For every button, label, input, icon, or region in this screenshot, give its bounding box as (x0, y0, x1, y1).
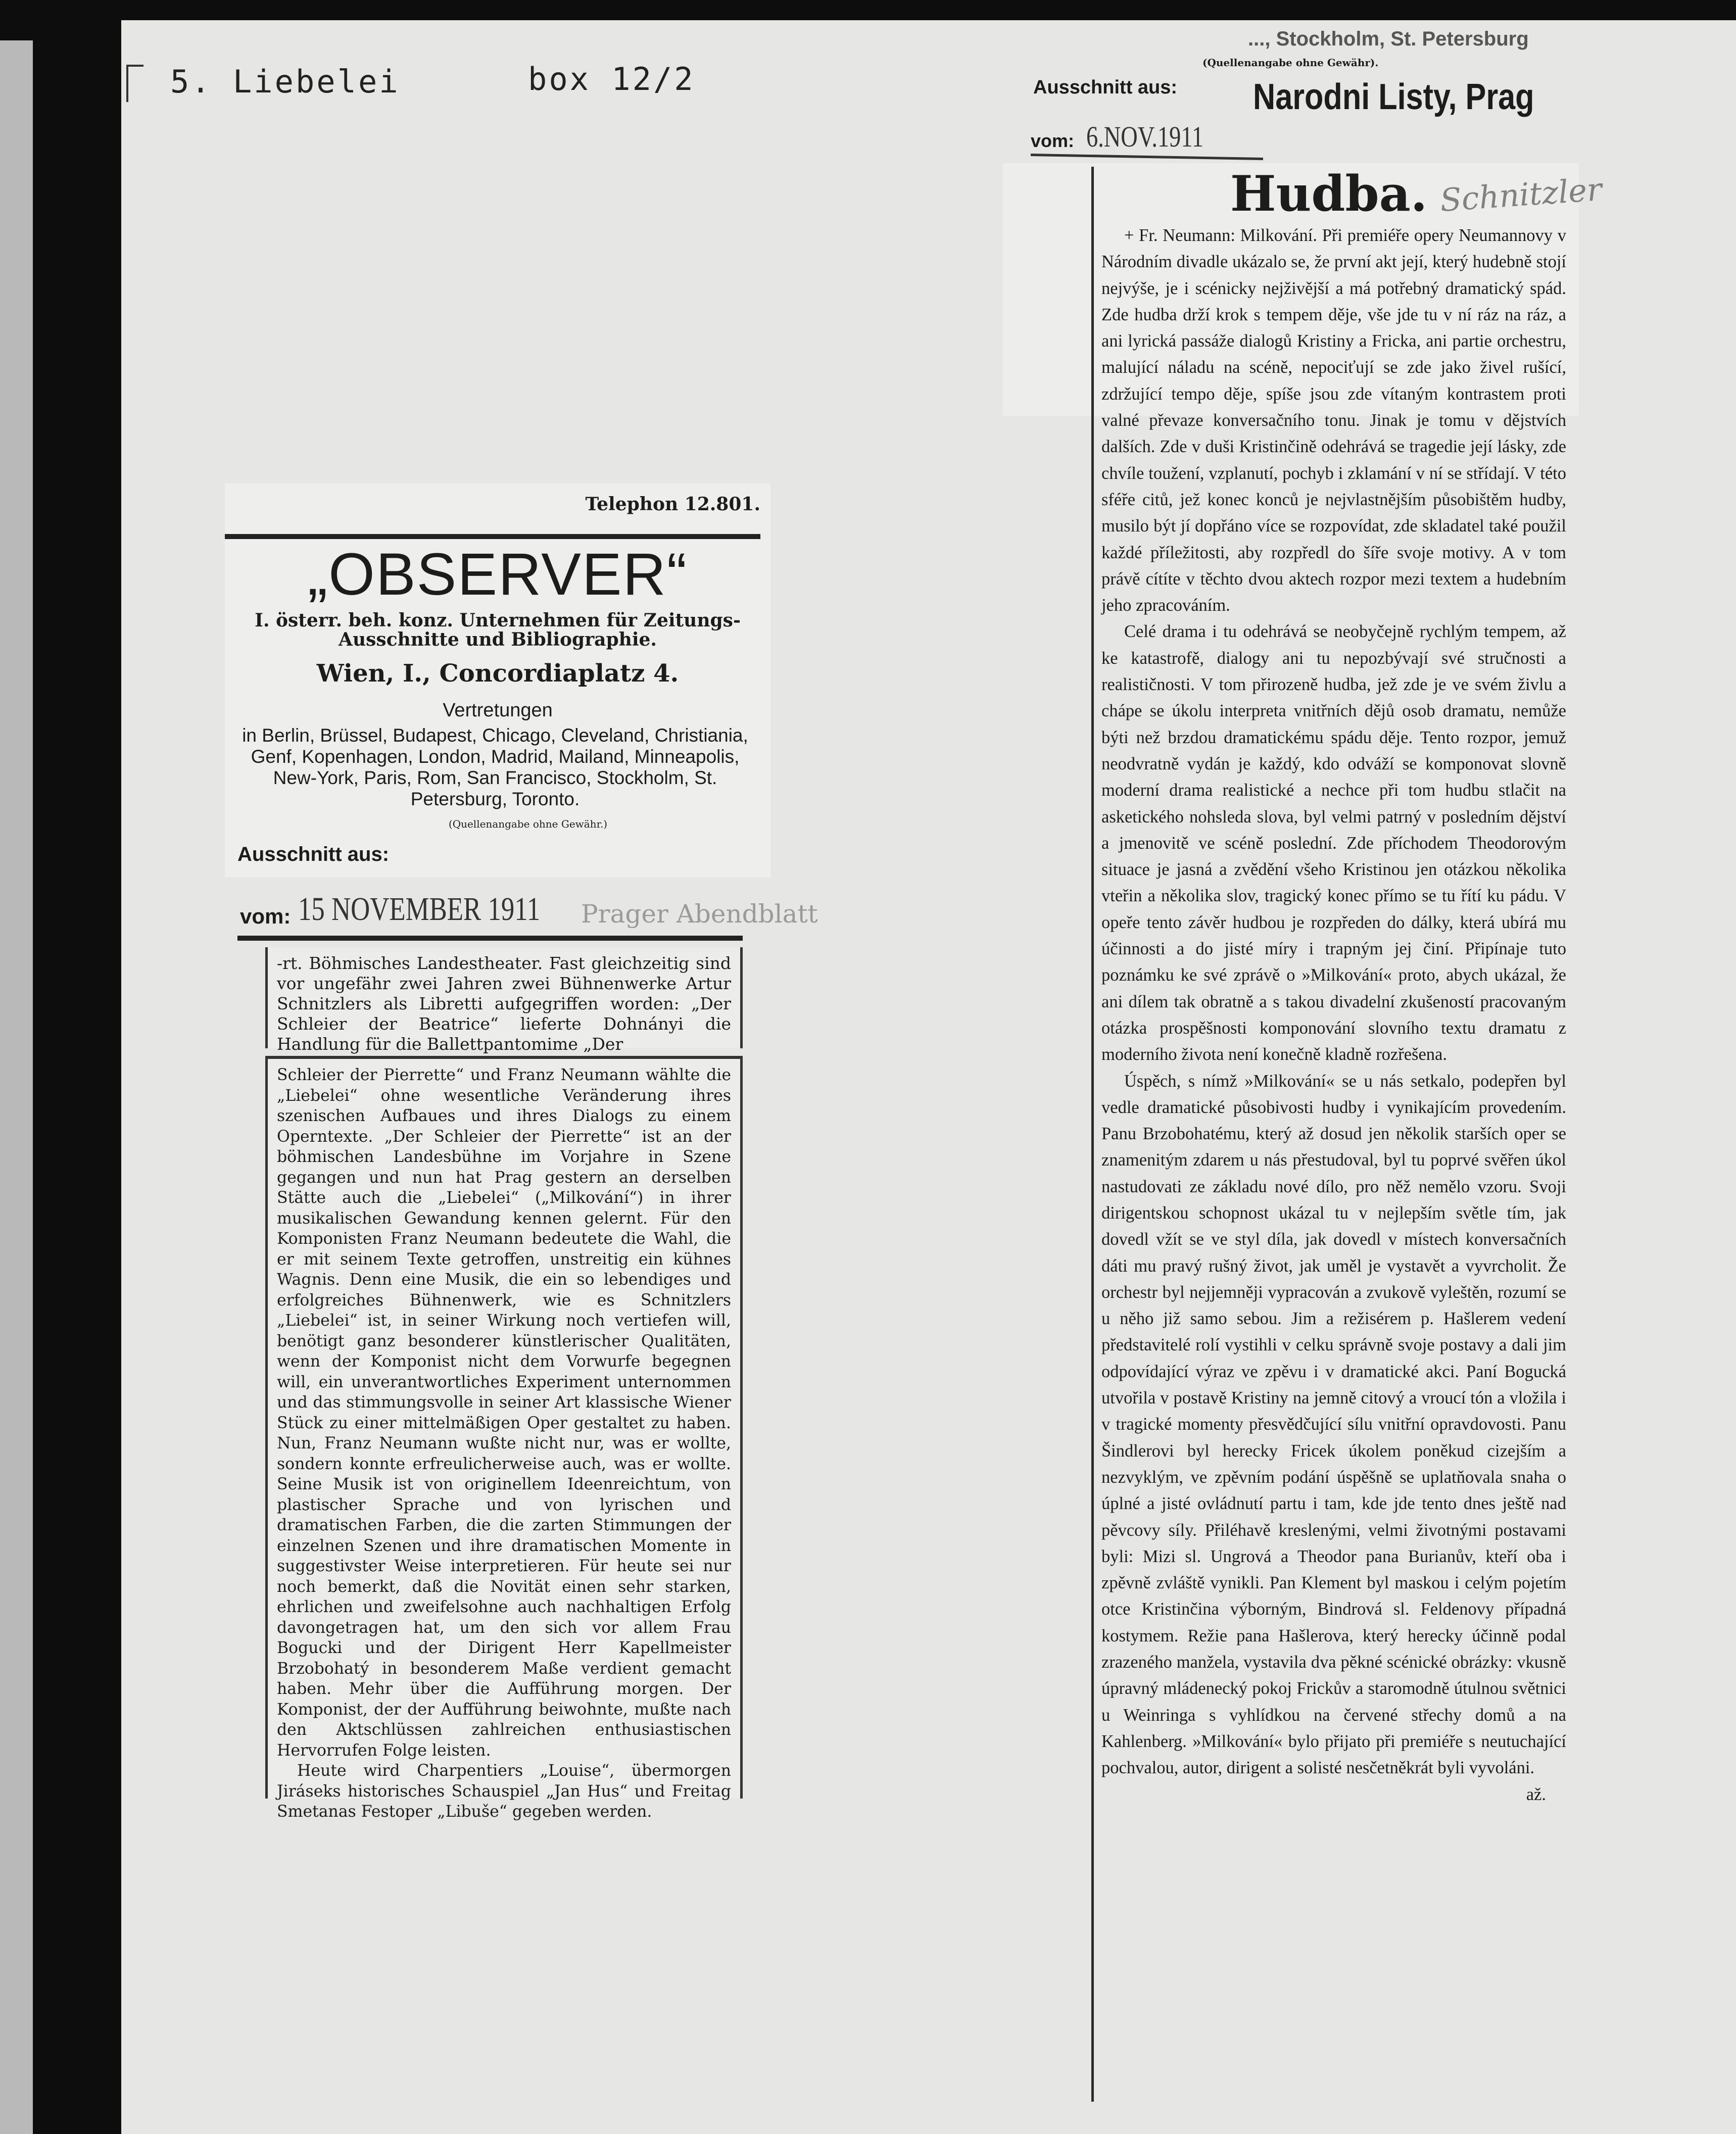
newspaper-name: Narodni Listy, Prag (1253, 77, 1534, 117)
date-stamp: 6.NOV.1911 (1086, 120, 1204, 153)
adjacent-page-edge (0, 40, 33, 2134)
article-paragraph: Úspěch, s nímž »Milkování« se u nás setkalo, podepřen byl vedle dramatické působivosti hudby i vynikajícím provedením. Panu Brzobohatému, který až dosud jen několik starších oper se znamenitým zdarem u nás přestudoval, byl tu poprvé svěřen úkol nastudovati ze základu nové dílo, pro něž nemělo vzoru. Svoji dirigentskou schopnost ukázal tu v nejlepším světle tím, jak dovedl vžít se ve styl díla, jak dovedl v místech konversačních dáti mu pravý rušný život, jak uměl je vystavět a vyvrcholit. Že orchestr byl nejjemněji vypracován a zvukově vyleštěn, rozumí se u něho již samo sebou. Jim a režisérem p. Hašlerem vedení představitelé rolí vystihli v celku správně svoje postavy a dali jim odpovídající výraz ve zpěvu i v dramatické akci. Paní Bogucká utvořila v postavě Kristiny na jemně citový a vroucí tón a vložila i v tragické momenty přesvědčující sílu vnitřní opravdovosti. Panu Šindlerovi byl herecky Fricek úkolem poněkud cizejším a nezvyklým, ve zpěvním podání úspěšně se uplatňovala snaha o úplné a jisté ovládnutí partu i tam, kde jde tento dnes ještě nad pěvcovy síly. Přiléhavě kreslenými, velmi životnými postavami byli: Mizi sl. Ungrová a Theodor pana Burianův, kteří oba i zpěvně zvláště vynikli. Pan Klement byl maskou i celým pojetím otce Kristinčina výborným, Bindrová sl. Feldenovy případná kostymem. Režie pana Hašlerova, který herecky účinně podal zrazeného manžela, vystavila dva pěkné scénické obrázky: vkusně úpravný mládenecký pokoj Frickův a staromodně útulnou světnici u Weinringa s vyhlídkou na červené střechy domů a na Kahlenberg. »Milkování« bylo přijato při premiéře s neutuchající pochvalou, autor, dirigent a solisté nesčetněkrát byli vyvoláni. (1101, 1071, 1566, 1778)
observer-clipping-header (225, 483, 770, 878)
article-paragraph: Celé drama i tu odehrává se neobyčejně rychlým tempem, až ke katastrofě, dialogy ani tu nepozbývají své stručnosti a realističnosti. V tom přirozeně hudba, jež zde je ve svém živlu a chápe se úkolu interpreta vnitřních dějů osob dramatu, nemůže býti než brzdou dramatickému spádu děje. Tento rozpor, jemuž neodvratně vydán je každý, kdo odváží se komponovat slovně moderní drama realistické a nechce při tom hudbu stlačit na asketického nohsleda slova, byl velmi patrný v posledním dějství a jmenovitě ve scéně poslední. Zde příchodem Theodorovým situace je jasná a zvědění všeho Kristinou jen otázkou několika vteřin a několika slov, tragický konec přímo se tu řítí ku pádu. V opeře tento závěr hudbou je rozpředen do dálky, která ubírá mu účinnosti a do jisté míry i trapným jej činí. Připínaje tuto poznámku ke své zprávě o »Milkování« proto, abych ukázal, že ani dílem tak obratně a s takou divadelní zkušeností pracovaným otázka prospěšnosti komponování slovního textu dramatu z moderního života není konečně kladně rozřešena. (1101, 622, 1566, 1064)
clipping-fragment-2 (265, 1056, 743, 1821)
partial-header: ..., Stockholm, St. Petersburg (1248, 28, 1529, 50)
handwritten-note: Schnitzler (1438, 170, 1603, 219)
article-title: Hudba. (1230, 165, 1428, 222)
clipping-paragraph: Schleier der Pierrette“ und Franz Neumann wählte die „Liebelei“ ohne wesentliche Veränderung ihres szenischen Aufbaues und ihres Dialogs zu einem Operntexte. „Der Schleier der Pierrette“ ist an der böhmischen Landesbühne im Vorjahre in Szene gegangen und nun hat Prag gestern an derselben Stätte auch die „Liebelei“ („Milkování“) in ihrer musikalischen Gewandung kennen gelernt. Für den Komponisten Franz Neumann bedeutete die Wahl, die er mit seinem Texte getroffen, unstreitig ein kühnes Wagnis. Denn eine Musik, die ein so lebendiges und erfolgreiches Bühnenwerk, wie es Schnitzlers „Liebelei“ ist, in seiner Wirkung noch vertiefen will, benötigt ganz besonderer künstlerischer Qualitäten, wenn der Komponist nicht dem Vorwurfe begegnen will, ein unverantwortliches Experiment unternommen und das stimmungsvolle in seiner Art klassische Wiener Stück zu einer mittelmäßigen Oper gestaltet zu haben. Nun, Franz Neumann wußte nicht nur, was er wollte, sondern konnte erfreulicherweise auch, was er wollte. Seine Musik ist von originellem Ideenreichtum, von plastischer Sprache und von lyrischen und dramatischen Farben, die die zarten Stimmungen der einzelnen Szenen und ihre dramatischen Momente in suggestivster Weise interpretieren. Für heute sei nur noch bemerkt, daß die Novität einen sehr starken, ehrlichen und zweifelsohne auch nachhaltigen Erfolg davongetragen hat, um den sich vor allem Frau Bogucki und der Dirigent Herr Kapellmeister Brzobohatý in besonderem Maße verdient gemacht haben. Mehr über die Aufführung morgen. Der Komponist, der der Aufführung beiwohnte, mußte nach den Aktschlüssen zahlreichen enthusiastischen Hervorrufen Folge leisten. (277, 1066, 731, 1760)
divider (225, 534, 760, 539)
source-label: Ausschnitt aus: (237, 843, 390, 865)
branches-list: in Berlin, Brüssel, Budapest, Chicago, Cleveland, Christiania, Genf, Kopenhagen, London, Madrid, Mailand, Minneapolis, New-York, Paris, Rom, San Francisco, Stockholm, St. Petersburg, Toronto. (242, 725, 748, 809)
source-stamp: Prager Abendblatt (581, 899, 818, 929)
source-label: Ausschnitt aus: (1033, 77, 1178, 98)
disclaimer: (Quellenangabe ohne Gewähr). (1202, 57, 1379, 69)
divider (237, 936, 743, 941)
column-rule (1091, 167, 1094, 2102)
corner-mark (126, 65, 143, 102)
date-label: vom: (1031, 130, 1075, 151)
observer-logo: „OBSERVER“ (307, 541, 688, 608)
branches-heading: Vertretungen (443, 700, 553, 721)
telephone-number: Telephon 12.801. (585, 494, 760, 515)
date-label: vom: (240, 904, 291, 928)
disclaimer: (Quellenangabe ohne Gewähr.) (448, 818, 608, 830)
article-paragraph: + Fr. Neumann: Milkování. Při premiéře opery Neumannovy v Národním divadle ukázalo se, že první akt její, který hudebně stojí nejvýše, je i scénicky nejživější a má potřebný dramatický spád. Zde hudba drží krok s tempem děje, vše jde tu v ní ráz na ráz, a ani lyrická passáže dialogů Kristiny a Fricka, ani partie orchestru, malující náladu na scéně, nepociťují se zde jako živel rušící, zdržující tempo děje, spíše jsou zde vítaným kontrastem proti valné převaze konversačního tonu. Jinak je tomu v dějstvích dalších. Zde v duši Kristinčině odehrává se tragedie její lásky, zde chvíle toužení, vzplanutí, pochyb i zklamání v ní se střídají. V této sféře citů, jež konec konců je nejvlastnějším působištěm hudby, musilo být jí dopřáno více se rozpovídat, zde skladatel také použil každé příležitosti, aby rozpředl do šíře svoje motivy. A v tom právě cítíte v těchto dvou aktech rozpor mezi textem a hudebním jeho zpracováním. (1101, 226, 1566, 615)
article-body (1101, 222, 1566, 1808)
box-number: box 12/2 (528, 61, 695, 98)
article-signature: až. (1526, 1784, 1546, 1804)
folder-title: 5. Liebelei (170, 63, 400, 100)
company-address: Wien, I., Concordiaplatz 4. (316, 659, 679, 688)
date-stamp: 15 NOVEMBER 1911 (298, 891, 541, 928)
clipping-paragraph: Heute wird Charpentiers „Louise“, übermorgen Jiráseks historisches Schauspiel „Jan Hus“ und Freitag Smetanas Festoper „Libuše“ gegeben werden. (277, 1762, 731, 1821)
company-subtitle: I. österr. beh. konz. Unternehmen für Zeitungs- Ausschnitte und Bibliographie. (255, 610, 741, 650)
clipping-fragment-1: -rt. Böhmisches Landestheater. Fast gleichzeitig sind vor ungefähr zwei Jahren zwei Bühnenwerke Artur Schnitzlers als Libretti aufgegriffen worden: „Der Schleier der Beatrice“ lieferte Dohnányi die Handlung für die Ballettpantomime „Der (265, 947, 743, 1048)
